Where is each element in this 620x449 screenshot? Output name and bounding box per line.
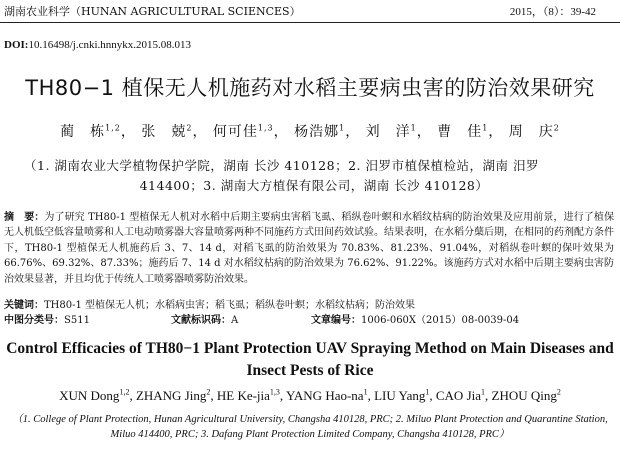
document-code-value: A <box>231 315 239 326</box>
affiliation-line-2: 414400；3. 湖南大方植保有限公司，湖南 长沙 410128） <box>139 178 489 193</box>
header-rule <box>0 22 620 23</box>
journal-name: 湖南农业科学（HUNAN AGRICULTURAL SCIENCES） <box>4 5 301 18</box>
issue-info: 2015，（8）：39-42 <box>509 6 596 18</box>
document-code-label: 文献标识码： <box>171 315 231 326</box>
article-number-value: 1006-060X（2015）08-0039-04 <box>361 315 520 326</box>
keywords-label: 关键词： <box>4 300 44 311</box>
authors-chinese: 蔺 栋$^{1,2}$， 张 兢$^2$， 何可佳$^{1,3}$， 杨浩娜$^1$， 刘 洋$^1$， 曹 佳$^1$， 周 庆$^2$ <box>60 123 560 140</box>
abstract-text: 为了研究 TH80-1 型植保无人机对水稻中后期主要病虫害稻飞虱、稻纵卷叶螟和水稻纹枯病的防治效果及应用前景，进行了植保无人机低空低容量喷雾和人工电动喷雾器大容量喷雾两种不同施药方式田间药效试验。结果表明，在水稻分蘖后期，在相同的药剂配方条件下，TH80-1 型植保无人机施药后 3、7、14 d，对稻飞虱的防治效果为 70.83%、81.23%、91.04%，对稻纵卷叶螟的保叶效果为 66.76%、69.32%、87.33%；施药后 7、14 d 对水稻纹枯病的防治效果为 76.62%、91.22%。该施药方式对水稻中后期主要病虫害防治效果显著，并且均优于传统人工喷雾器喷雾防治效果。 <box>4 212 614 285</box>
abstract-label: 摘 要： <box>4 212 45 223</box>
author-cn: 何可佳$^{1,3}$ <box>212 123 274 140</box>
author-en: ZHOU Qing$^2$ <box>491 387 561 403</box>
author-en: HE Ke-jia$^{1,3}$ <box>216 387 280 403</box>
keywords-text: TH80-1 型植保无人机；水稻病虫害；稻飞虱；稻纵卷叶螟；水稻纹枯病；防治效果 <box>44 300 416 311</box>
title-english: Control Efficacies of TH80−1 Plant Protection UAV Spraying Method on Main Diseases and Insect Pests of Rice <box>6 340 614 379</box>
classification-value: S511 <box>64 315 90 326</box>
author-en: XUN Dong$^{1,2}$ <box>59 387 130 403</box>
author-cn: 刘 洋$^1$ <box>365 123 417 140</box>
author-cn: 曹 佳$^1$ <box>437 123 489 140</box>
keywords <box>4 296 415 311</box>
article-number <box>311 311 519 326</box>
authors-english: XUN Dong$^{1,2}$, ZHANG Jing$^2$, HE Ke-jia$^{1,3}$, YANG Hao-$na^1$, LIU Yang$^1$, CAO Jia$^1$, ZHOU Qing$^2$ <box>59 387 561 403</box>
affiliation-line-1: （1. 湖南农业大学植物保护学院，湖南 长沙 410128；2. 汨罗市植保植检站，湖南 汨罗 <box>24 158 539 173</box>
author-en: ZHANG Jing$^2$ <box>135 387 211 403</box>
author-en: CAO Jia$^1$ <box>435 387 486 403</box>
author-en: YANG Hao-$na^1$ <box>285 387 368 403</box>
abstract <box>4 210 614 287</box>
affiliations-english: （1. College of Plant Protection, Hunan Agricultural University, Changsha 410128, PRC; 2. Miluo Plant Protection and Quarantine Station, Miluo 414400, PRC; 3. Dafang Plant Protection Limited Company, Changsha 410128, PRC） <box>12 414 608 440</box>
classification-label: 中图分类号： <box>4 315 64 326</box>
title-chinese: TH80−1 植保无人机施药对水稻主要病虫害的防治效果研究 <box>25 76 595 100</box>
author-en: LIU Yang$^1$ <box>374 387 430 403</box>
affiliations-chinese <box>24 156 604 196</box>
classification-number <box>4 311 90 326</box>
author-cn: 蔺 栋$^{1,2}$ <box>60 123 121 140</box>
doi-line <box>4 39 191 51</box>
doi-value[interactable]: 10.16498/j.cnki.hnnykx.2015.08.013 <box>28 39 192 51</box>
article-number-label: 文章编号： <box>311 315 361 326</box>
document-code <box>171 311 238 326</box>
author-cn: 周 庆$^2$ <box>508 123 560 140</box>
author-cn: 杨浩娜$^1$ <box>294 123 346 140</box>
author-cn: 张 兢$^2$ <box>141 123 193 140</box>
doi-label: DOI: <box>4 39 29 51</box>
